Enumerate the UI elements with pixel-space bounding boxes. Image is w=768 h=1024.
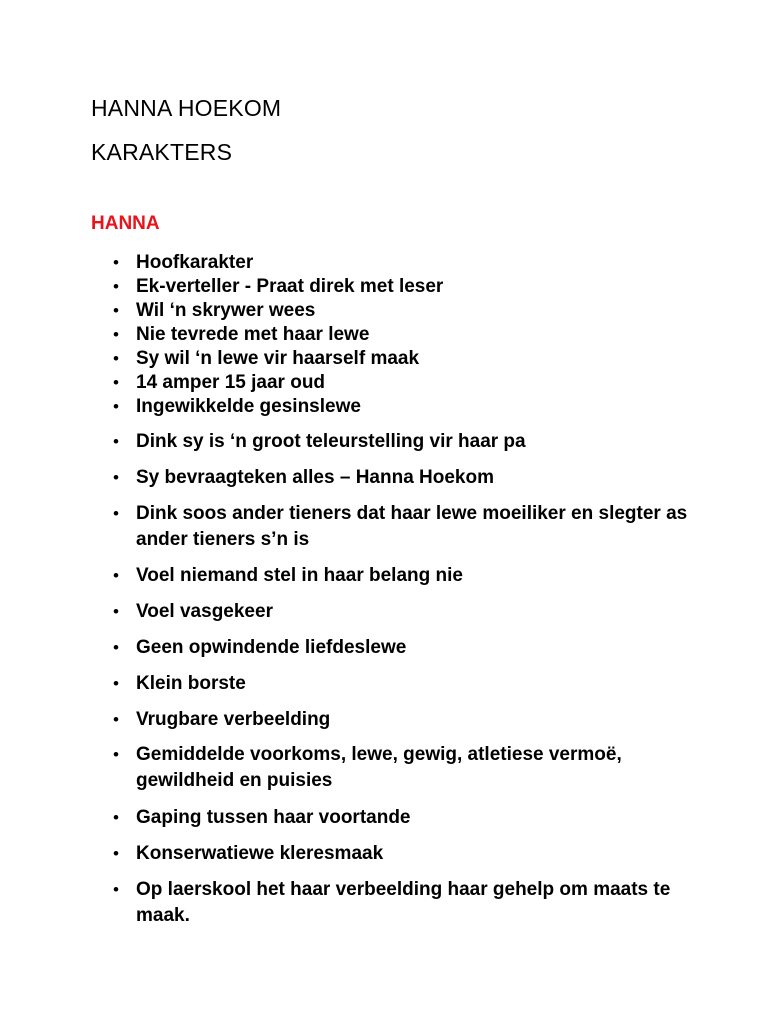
bullet-icon: •: [113, 325, 119, 344]
list-item-text: 14 amper 15 jaar oud: [136, 372, 326, 393]
bullet-icon: •: [113, 432, 119, 451]
list-item-text: Ek-verteller - Praat direk met leser: [136, 276, 444, 297]
list-item-text: Voel niemand stel in haar belang nie: [136, 565, 463, 586]
bullet-icon: •: [113, 253, 119, 272]
bullet-icon: •: [113, 504, 119, 523]
bullet-icon: •: [113, 745, 119, 764]
bullet-icon: •: [113, 397, 119, 416]
list-item-text: Sy wil ‘n lewe vir haarself maak: [136, 348, 420, 369]
bullet-icon: •: [113, 301, 119, 320]
document-subtitle: KARAKTERS: [91, 139, 233, 165]
list-item-text: Dink soos ander tieners dat haar lewe moeiliker en slegter as ander tieners s’n is: [136, 503, 688, 550]
list-item-text: Konserwatiewe kleresmaak: [136, 843, 384, 864]
list-item-text: Wil ‘n skrywer wees: [136, 300, 316, 321]
list-item-text: Voel vasgekeer: [136, 601, 273, 622]
bullet-icon: •: [113, 844, 119, 863]
bullet-icon: •: [113, 880, 119, 899]
list-item-text: Op laerskool het haar verbeelding haar gehelp om maats te maak.: [136, 879, 671, 926]
bullet-icon: •: [113, 674, 119, 693]
list-item-text: Gemiddelde voorkoms, lewe, gewig, atletiese vermoë, gewildheid en puisies: [136, 744, 622, 791]
list-item-text: Geen opwindende liefdeslewe: [136, 637, 407, 658]
list-item-text: Ingewikkelde gesinslewe: [136, 396, 361, 417]
list-item-text: Nie tevrede met haar lewe: [136, 324, 370, 345]
document-title: HANNA HOEKOM: [91, 95, 282, 121]
list-item-text: Vrugbare verbeelding: [136, 709, 331, 730]
bullet-icon: •: [113, 602, 119, 621]
bullet-icon: •: [113, 638, 119, 657]
bullet-icon: •: [113, 373, 119, 392]
bullet-icon: •: [113, 566, 119, 585]
bullet-icon: •: [113, 710, 119, 729]
bullet-icon: •: [113, 277, 119, 296]
list-item-text: Dink sy is ‘n groot teleurstelling vir haar pa: [136, 431, 526, 452]
bullet-icon: •: [113, 468, 119, 487]
list-item-text: Klein borste: [136, 673, 246, 694]
list-item-text: Hoofkarakter: [136, 252, 254, 273]
section-heading-hanna: HANNA: [91, 213, 160, 234]
list-item-text: Sy bevraagteken alles – Hanna Hoekom: [136, 467, 494, 488]
bullet-icon: •: [113, 349, 119, 368]
list-item-text: Gaping tussen haar voortande: [136, 807, 411, 828]
bullet-icon: •: [113, 808, 119, 827]
